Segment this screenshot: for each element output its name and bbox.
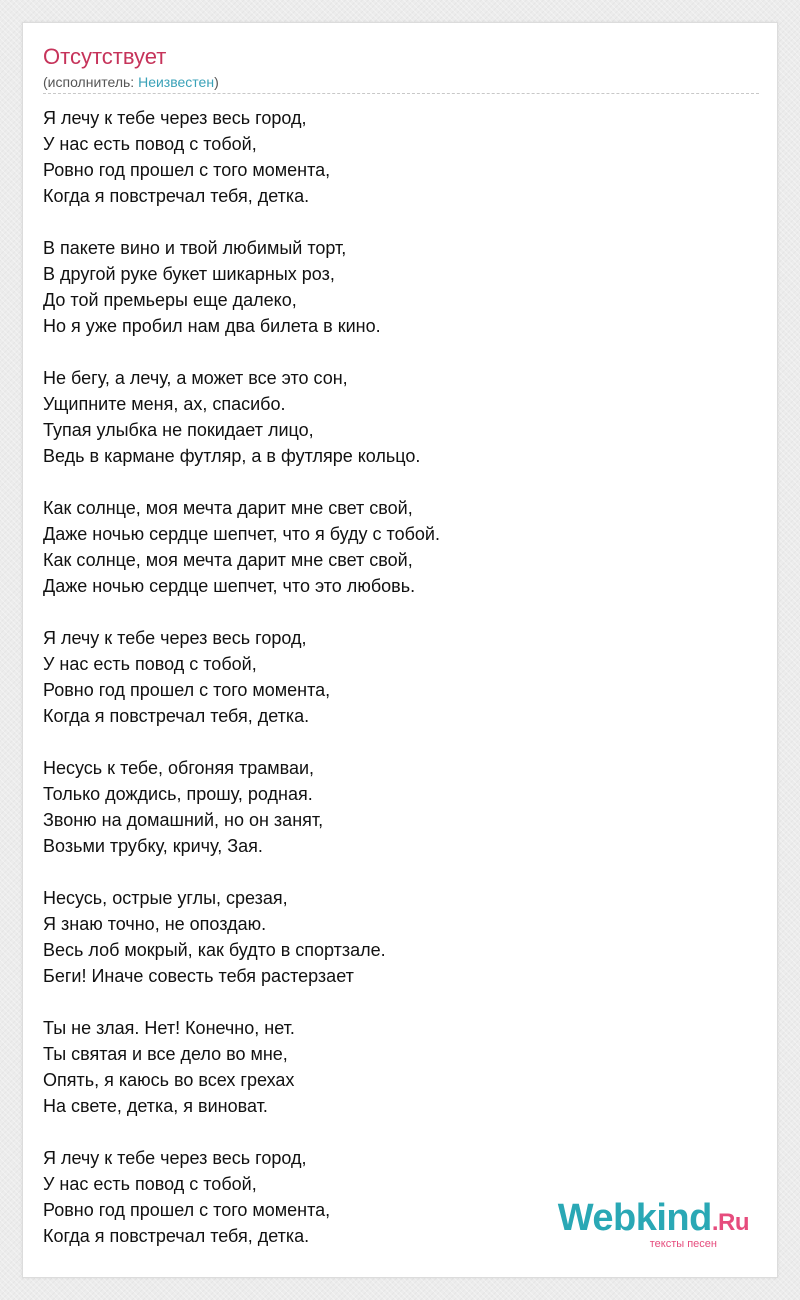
- lyric-line: Но я уже пробил нам два билета в кино.: [43, 316, 381, 336]
- logo-main-text: Webkind: [557, 1197, 712, 1239]
- song-title: Отсутствует: [43, 44, 167, 69]
- lyric-line: Тупая улыбка не покидает лицо,: [43, 420, 314, 440]
- dashed-divider: [43, 93, 759, 94]
- lyric-line: Ведь в кармане футляр, а в футляре кольцо.: [43, 446, 421, 466]
- lyric-line: Когда я повстречал тебя, детка.: [43, 186, 310, 206]
- lyric-line: Ровно год прошел с того момента,: [43, 160, 331, 180]
- lyric-line: Как солнце, моя мечта дарит мне свет свой,: [43, 550, 413, 570]
- lyric-line: Я знаю точно, не опоздаю.: [43, 914, 267, 934]
- lyric-line: Возьми трубку, кричу, Зая.: [43, 836, 263, 856]
- artist-link[interactable]: Неизвестен: [138, 74, 215, 90]
- lyric-line: Опять, я каюсь во всех грехах: [43, 1070, 295, 1090]
- lyric-stanza: [43, 885, 759, 989]
- lyric-line: У нас есть повод с тобой,: [43, 654, 257, 674]
- lyric-stanza: [43, 105, 759, 209]
- lyrics-card: [22, 22, 778, 1278]
- lyric-line: Беги! Иначе совесть тебя растерзает: [43, 966, 354, 986]
- lyric-line: Несусь к тебе, обгоняя трамваи,: [43, 758, 315, 778]
- artist-suffix: ): [214, 74, 219, 90]
- lyric-line: Когда я повстречал тебя, детка.: [43, 1226, 310, 1246]
- lyric-line: На свете, детка, я виноват.: [43, 1096, 268, 1116]
- logo-domain-suffix: .Ru: [711, 1209, 749, 1236]
- lyric-stanza: [43, 625, 759, 729]
- lyric-line: Звоню на домашний, но он занят,: [43, 810, 324, 830]
- logo-wordmark: [558, 1199, 749, 1242]
- lyric-line: Я лечу к тебе через весь город,: [43, 628, 307, 648]
- lyric-line: Только дождись, прошу, родная.: [43, 784, 313, 804]
- lyric-line: Весь лоб мокрый, как будто в спортзале.: [43, 940, 386, 960]
- lyric-line: Ты не злая. Нет! Конечно, нет.: [43, 1018, 295, 1038]
- lyric-line: До той премьеры еще далеко,: [43, 290, 297, 310]
- lyric-line: В другой руке букет шикарных роз,: [43, 264, 335, 284]
- lyric-stanza: [43, 755, 759, 859]
- lyric-line: Несусь, острые углы, срезая,: [43, 888, 288, 908]
- lyric-line: Даже ночью сердце шепчет, что это любовь.: [43, 576, 416, 596]
- lyric-stanza: [43, 365, 759, 469]
- lyric-stanza: [43, 495, 759, 599]
- lyric-line: Ровно год прошел с того момента,: [43, 680, 331, 700]
- lyric-line: Я лечу к тебе через весь город,: [43, 1148, 307, 1168]
- lyric-line: Когда я повстречал тебя, детка.: [43, 706, 310, 726]
- logo-tagline: тексты песен: [649, 1238, 717, 1250]
- artist-prefix: (исполнитель:: [43, 74, 139, 90]
- artist-line: [43, 73, 219, 91]
- lyric-line: Даже ночью сердце шепчет, что я буду с тобой.: [43, 524, 440, 544]
- lyric-line: У нас есть повод с тобой,: [43, 134, 257, 154]
- lyric-line: Как солнце, моя мечта дарит мне свет свой,: [43, 498, 413, 518]
- lyric-line: В пакете вино и твой любимый торт,: [43, 238, 347, 258]
- lyric-line: Ущипните меня, ах, спасибо.: [43, 394, 286, 414]
- lyric-line: Не бегу, а лечу, а может все это сон,: [43, 368, 348, 388]
- lyrics-body: [43, 105, 759, 1275]
- lyric-stanza: [43, 1015, 759, 1119]
- lyric-line: У нас есть повод с тобой,: [43, 1174, 257, 1194]
- lyric-line: Ровно год прошел с того момента,: [43, 1200, 331, 1220]
- lyric-stanza: [43, 235, 759, 339]
- site-logo[interactable]: [558, 1199, 749, 1250]
- lyric-line: Ты святая и все дело во мне,: [43, 1044, 288, 1064]
- lyric-line: Я лечу к тебе через весь город,: [43, 108, 307, 128]
